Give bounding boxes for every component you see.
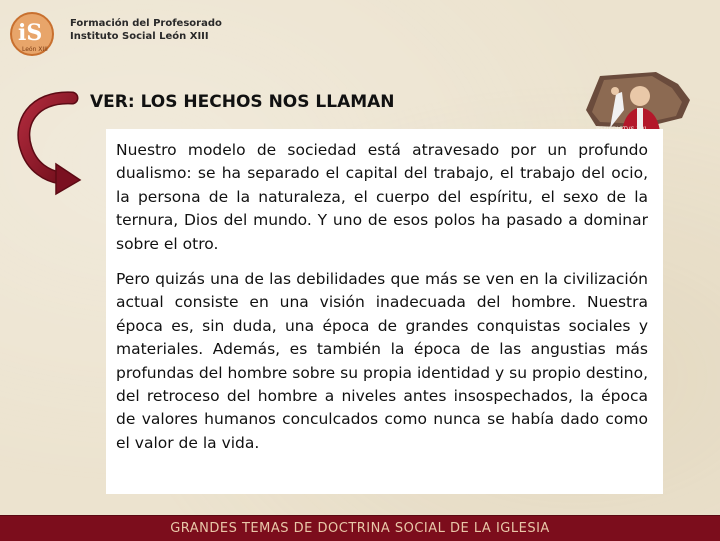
institute-logo bbox=[8, 10, 66, 58]
org-line-1: Formación del Profesorado bbox=[70, 18, 222, 29]
svg-text:León XIII: León XIII bbox=[22, 46, 48, 53]
paragraph-1: Nuestro modelo de sociedad está atravesado por un profundo dualismo: se ha separado el capital del trabajo, el trabajo del ocio, la persona de la naturaleza, el cuerpo del espíritu, el sexo de la ternura, Dios del mundo. Y uno de esos polos ha pasado a dominar sobre el otro. bbox=[116, 141, 648, 253]
pope-image bbox=[582, 70, 694, 132]
svg-text:iS: iS bbox=[18, 20, 43, 46]
footer-title: GRANDES TEMAS DE DOCTRINA SOCIAL DE LA IGLESIA bbox=[170, 521, 550, 536]
slide-title: VER: LOS HECHOS NOS LLAMAN bbox=[90, 92, 395, 112]
organization-header bbox=[70, 17, 222, 43]
footer-bar bbox=[0, 515, 720, 541]
curved-arrow-icon bbox=[12, 84, 82, 196]
org-line-2: Instituto Social León XIII bbox=[70, 31, 209, 42]
paragraph-2: Pero quizás una de las debilidades que más se ven en la civilización actual consiste en una visión inadecuada del hombre. Nuestra época es, sin duda, una época de grandes conquistas sociales y materiales. Además, es también la época de las angustias más profundas del hombre sobre su propia identidad y su propio destino, del retroceso del hombre a niveles antes insospechados, la época de valores humanos conculcados como nunca se había dado como el valor de la vida. bbox=[116, 270, 648, 452]
